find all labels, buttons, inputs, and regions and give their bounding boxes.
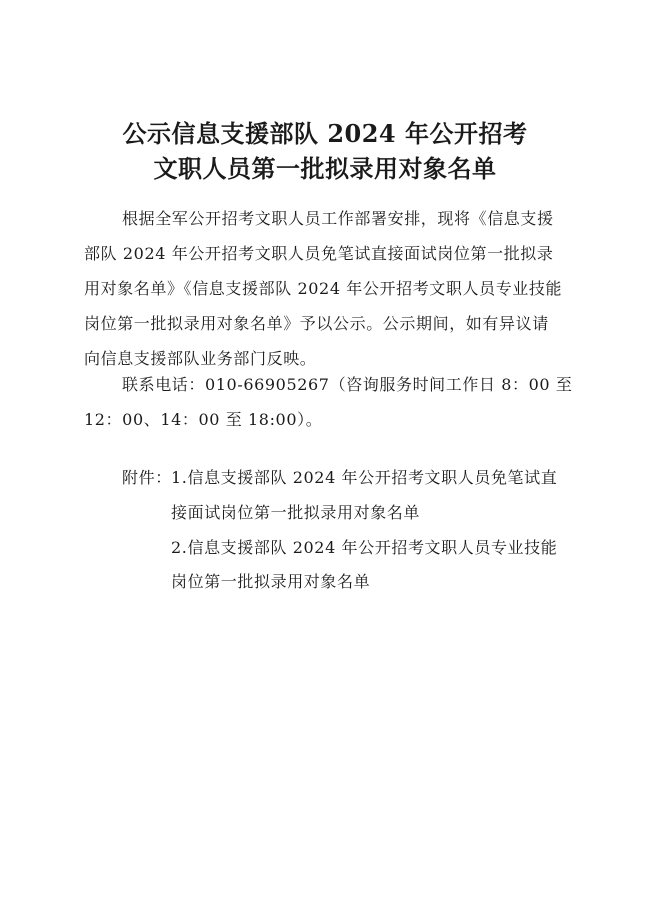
body-line: 用对象名单》《信息支援部队 2024 年公开招考文职人员专业技能 <box>84 279 563 298</box>
contact-line: 联系电话：010-66905267（咨询服务时间工作日 8：00 至 <box>122 375 573 394</box>
body-line: 根据全军公开招考文职人员工作部署安排，现将《信息支援 <box>122 209 554 228</box>
attachment-item-line: 1.信息支援部队 2024 年公开招考文职人员免笔试直 <box>171 468 558 487</box>
body-line: 部队 2024 年公开招考文职人员免笔试直接面试岗位第一批拟录 <box>84 244 554 263</box>
body-line: 岗位第一批拟录用对象名单》予以公示。公示期间，如有异议请 <box>84 314 549 333</box>
document-title-line-2: 文职人员第一批拟录用对象名单 <box>153 154 497 183</box>
document-title-line-1: 公示信息支援部队 2024 年公开招考 <box>122 119 528 148</box>
body-line: 向信息支援部队业务部门反映。 <box>84 349 317 368</box>
attachment-item-line: 2.信息支援部队 2024 年公开招考文职人员专业技能 <box>171 538 558 557</box>
contact-line: 12：00、14：00 至 18:00）。 <box>84 410 323 429</box>
attachment-item-line: 接面试岗位第一批拟录用对象名单 <box>171 503 421 522</box>
attachment-item-line: 岗位第一批拟录用对象名单 <box>171 572 371 591</box>
attachments-label: 附件： <box>122 468 172 487</box>
